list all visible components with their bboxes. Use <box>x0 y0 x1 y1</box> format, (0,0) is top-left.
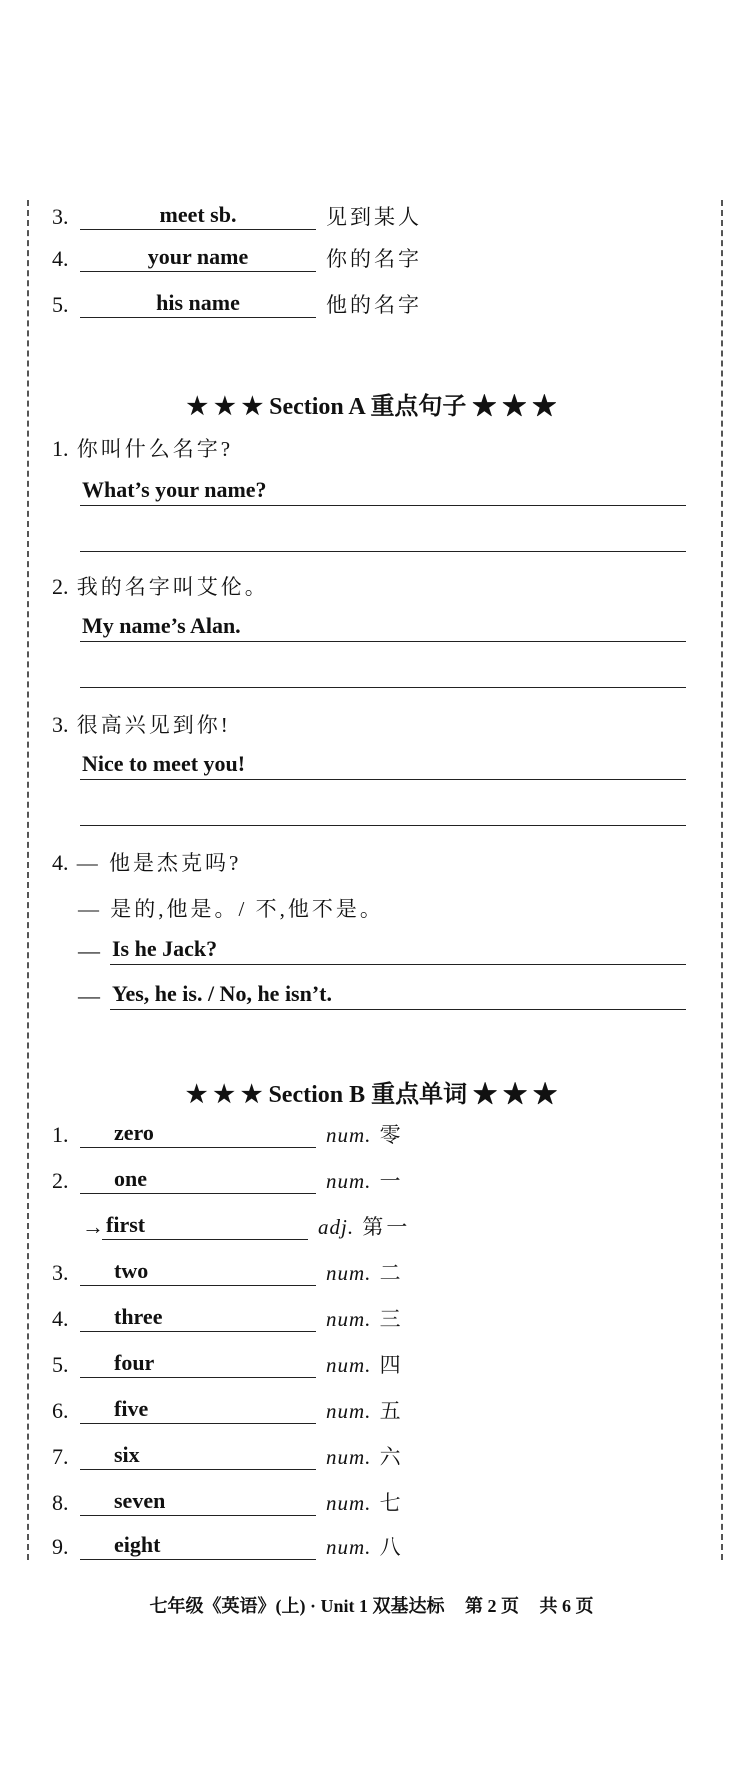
dash-mark: — <box>78 938 100 963</box>
answer-blank <box>80 1487 316 1516</box>
answer-blank <box>80 1303 316 1332</box>
part-of-speech: num. <box>326 1491 372 1515</box>
part-of-speech: num. <box>326 1535 372 1559</box>
word-row <box>52 1484 404 1516</box>
answer-line <box>110 981 686 1010</box>
chinese-meaning: 五 <box>379 1399 404 1423</box>
chinese-meaning: 四 <box>379 1353 404 1377</box>
word-row <box>52 1392 404 1424</box>
phrase-row <box>52 240 422 272</box>
sentence-prompt <box>52 433 233 463</box>
answer-text: three <box>114 1304 163 1329</box>
footer-title: 七年级《英语》(上) · Unit 1 双基达标 <box>149 1596 445 1616</box>
part-of-speech: num. <box>326 1399 372 1423</box>
answer-blank <box>80 1119 316 1148</box>
answer-text: six <box>114 1442 140 1467</box>
chinese-sentence: 很高兴见到你! <box>76 713 231 737</box>
word-meaning <box>326 1534 404 1560</box>
chinese-meaning: 八 <box>379 1535 404 1559</box>
answer-blank <box>80 1349 316 1378</box>
answer-blank <box>80 289 316 318</box>
item-number: 9. <box>52 1534 69 1559</box>
item-number: 5. <box>52 1352 69 1377</box>
part-of-speech: num. <box>326 1445 372 1469</box>
answer-text: one <box>114 1166 147 1191</box>
part-of-speech: num. <box>326 1123 372 1147</box>
item-number: 3. <box>52 1260 69 1285</box>
phrase-row <box>52 198 422 230</box>
word-meaning <box>326 1122 404 1148</box>
answer-blank <box>80 1257 316 1286</box>
word-meaning <box>326 1444 404 1470</box>
page-footer <box>0 1592 743 1618</box>
answer-text: seven <box>114 1488 166 1513</box>
answer-blank <box>80 1531 316 1560</box>
word-meaning <box>326 1352 404 1378</box>
chinese-meaning: 他的名字 <box>326 293 422 317</box>
total-pages: 共 6 页 <box>539 1596 594 1616</box>
item-number: 3. <box>52 204 69 229</box>
chinese-sentence: 我的名字叫艾伦。 <box>76 575 269 599</box>
part-of-speech: num. <box>326 1307 372 1331</box>
answer-text: My name’s Alan. <box>82 613 241 638</box>
answer-text: his name <box>156 290 240 315</box>
blank-line <box>80 659 686 688</box>
answer-line <box>110 936 686 965</box>
answer-text: eight <box>114 1532 161 1557</box>
chinese-meaning: 三 <box>379 1307 404 1331</box>
item-number: 2. <box>52 574 69 599</box>
answer-text: Nice to meet you! <box>82 751 246 776</box>
word-meaning <box>326 1168 404 1194</box>
item-number: 8. <box>52 1490 69 1515</box>
answer-text: zero <box>114 1120 154 1145</box>
chinese-meaning: 第一 <box>362 1215 411 1239</box>
item-number: 3. <box>52 712 69 737</box>
section-a-heading: ★ ★ ★ Section A 重点句子 ★ ★ ★ <box>186 394 557 420</box>
answer-line <box>80 477 686 506</box>
item-number: 2. <box>52 1168 69 1193</box>
phrase-row <box>52 286 422 318</box>
chinese-meaning: 一 <box>379 1169 404 1193</box>
part-of-speech: num. <box>326 1261 372 1285</box>
word-row <box>52 1438 404 1470</box>
item-number: 4. <box>52 246 69 271</box>
word-meaning <box>326 1398 404 1424</box>
dialogue-prompt-question <box>52 847 241 877</box>
blank-line <box>80 797 686 826</box>
sentence-prompt <box>52 571 269 601</box>
part-of-speech: num. <box>326 1353 372 1377</box>
word-row <box>52 1162 404 1194</box>
word-meaning <box>326 1490 404 1516</box>
page-number: 第 2 页 <box>465 1596 519 1616</box>
item-number: 5. <box>52 292 69 317</box>
answer-line <box>80 613 686 642</box>
part-of-speech: adj. <box>318 1215 355 1239</box>
word-row <box>52 1300 404 1332</box>
word-row <box>52 1528 404 1560</box>
chinese-meaning: 二 <box>379 1261 404 1285</box>
word-row <box>52 1208 410 1240</box>
answer-blank <box>80 243 316 272</box>
item-number: 4. <box>52 1306 69 1331</box>
answer-text: first <box>106 1212 146 1237</box>
item-number: 7. <box>52 1444 69 1469</box>
word-meaning <box>326 1260 404 1286</box>
word-meaning <box>318 1214 410 1240</box>
answer-text: What’s your name? <box>82 477 267 502</box>
dialogue-prompt-answer <box>78 893 384 923</box>
section-b-heading: ★ ★ ★ Section B 重点单词 ★ ★ ★ <box>185 1082 558 1108</box>
item-number: 1. <box>52 1122 69 1147</box>
answer-text: Is he Jack? <box>112 936 218 961</box>
word-row <box>52 1254 404 1286</box>
answer-blank <box>80 1441 316 1470</box>
answer-blank <box>80 201 316 230</box>
chinese-dialogue-answer: — 是的,他是。/ 不,他不是。 <box>78 897 384 921</box>
answer-text: Yes, he is. / No, he isn’t. <box>112 981 333 1006</box>
dash-mark: — <box>78 983 100 1008</box>
chinese-meaning: 七 <box>379 1491 404 1515</box>
blank-line <box>80 523 686 552</box>
part-of-speech: num. <box>326 1169 372 1193</box>
answer-blank <box>102 1211 308 1240</box>
answer-text: your name <box>147 244 249 269</box>
chinese-meaning: 六 <box>379 1445 404 1469</box>
item-number: 4. <box>52 850 69 875</box>
word-row <box>52 1346 404 1378</box>
answer-line <box>80 751 686 780</box>
answer-text: five <box>114 1396 149 1421</box>
answer-text: two <box>114 1258 149 1283</box>
dialogue-answer-row <box>78 980 686 1010</box>
answer-text: meet sb. <box>159 202 237 227</box>
sentence-prompt <box>52 709 231 739</box>
derivation-arrow: → <box>82 1214 104 1239</box>
chinese-dialogue-question: — 他是杰克吗? <box>76 851 242 875</box>
item-number: 6. <box>52 1398 69 1423</box>
word-meaning <box>326 1306 404 1332</box>
chinese-meaning: 见到某人 <box>326 205 422 229</box>
word-row <box>52 1116 404 1148</box>
chinese-meaning: 零 <box>379 1123 404 1147</box>
answer-blank <box>80 1165 316 1194</box>
answer-text: four <box>114 1350 155 1375</box>
chinese-meaning: 你的名字 <box>326 247 422 271</box>
dialogue-answer-row <box>78 935 686 965</box>
item-number: 1. <box>52 436 69 461</box>
answer-blank <box>80 1395 316 1424</box>
chinese-sentence: 你叫什么名字? <box>76 437 234 461</box>
